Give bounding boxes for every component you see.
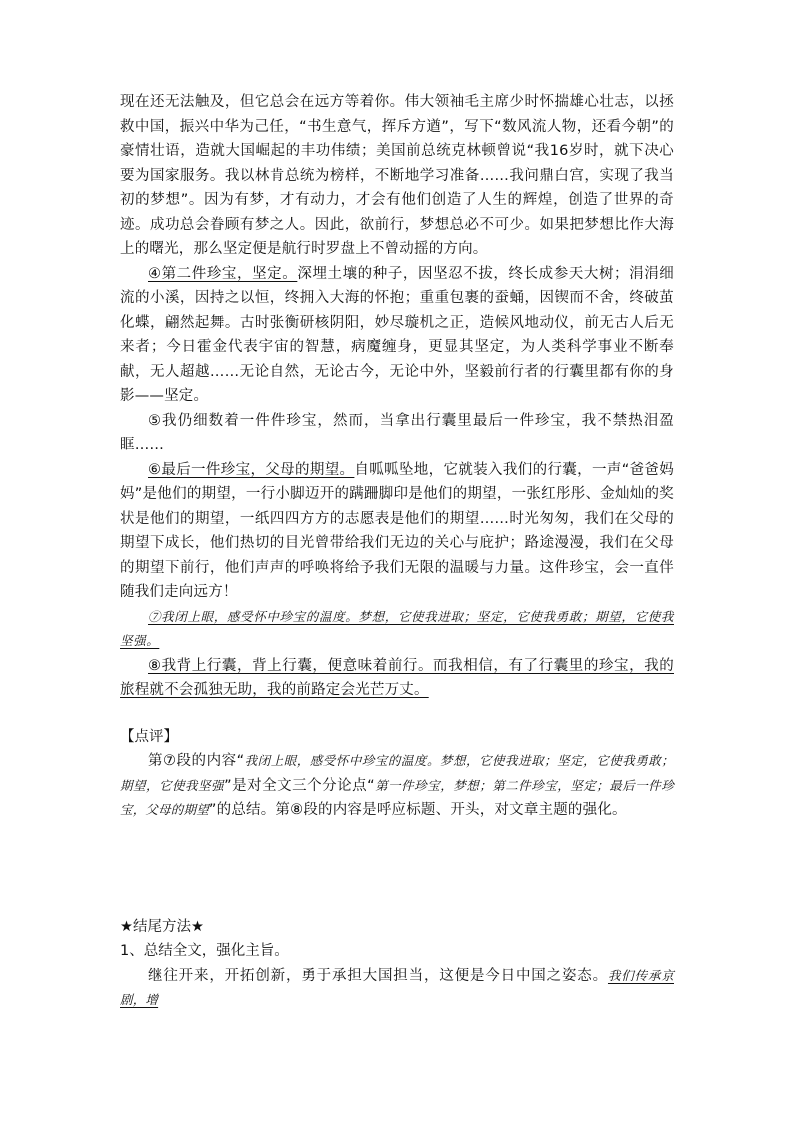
spacer-large (120, 823, 674, 915)
paragraph-7 (120, 605, 674, 654)
comment-text-c: ”的总结。第⑧段的内容是呼应标题、开头，对文章主题的强化。 (208, 802, 627, 818)
paragraph-8 (120, 654, 674, 703)
paragraph-6 (120, 458, 674, 605)
comment-quote-2: 第一件珍宝，梦想；第二件珍宝，坚定；最后一件珍宝，父母的期望 (120, 777, 674, 817)
comment-quote-1: 我闭上眼，感受怀中珍宝的温度。梦想，它使我进取；坚定，它使我勇敢；期望，它使我坚强 (120, 753, 674, 793)
paragraph-5: ⑤我仍细数着一件件珍宝，然而，当拿出行囊里最后一件珍宝，我不禁热泪盈眶…… (120, 412, 674, 453)
method-example-text: 继往开来，开拓创新，勇于承担大国担当，这便是今日中国之姿态。 (148, 967, 608, 984)
paragraph-7-text: ⑦我闭上眼，感受怀中珍宝的温度。梦想，它使我进取；坚定，它使我勇敢；期望，它使我坚强。 (120, 608, 674, 648)
comment-heading: 【点评】 (120, 728, 178, 745)
comment-paragraph (120, 749, 674, 823)
paragraph-6-body: 自呱呱坠地，它就装入我们的行囊，一声“爸爸妈妈”是他们的期望，一行小脚迈开的蹒跚脚印是他们的期望，一张红彤彤、金灿灿的奖状是他们的期望，一纸四四方方的志愿表是他们的期望……时光匆匆，我们在父母的期望下成长，他们热切的目光曾带给我们无边的关心与庇护；路途漫漫，我们在父母的期望下前行，他们声声的呼唤将给予我们无限的温暖与力量。这件珍宝，会一直伴随我们走向远方！ (120, 461, 674, 600)
spacer (120, 703, 674, 725)
paragraph-8-text: ⑧我背上行囊，背上行囊，便意味着前行。而我相信，有了行囊里的珍宝，我的旅程就不会孤独无助，我的前路定会光芒万丈。 (120, 657, 674, 698)
method-example-underlined: 我们传承京剧，增 (120, 967, 674, 1007)
comment-text-b: ”是对全文三个分论点“ (224, 777, 375, 794)
paragraph-4-topic: ④第二件珍宝，坚定。 (148, 265, 298, 282)
method-heading: ★结尾方法★ (120, 918, 204, 935)
paragraph-4 (120, 262, 674, 409)
method-example-paragraph (120, 964, 674, 1013)
paragraph-6-topic: ⑥最后一件珍宝，父母的期望。 (148, 461, 355, 478)
comment-text-a: 第⑦段的内容“ (148, 753, 245, 769)
paragraph-3-continued: 现在还无法触及，但它总会在远方等着你。伟大领袖毛主席少时怀揣雄心壮志，以拯救中国，振兴中华为己任，“书生意气，挥斥方遒”，写下“数风流人物，还看今朝”的豪情壮语，造就大国崛起的丰功伟绩；美国前总统克林顿曾说“我16岁时，就下决心要为国家服务。我以林肯总统为榜样，不断地学习准备……我问鼎白宫，实现了我当初的梦想”。因为有梦，才有动力，才会有他们创造了人生的辉煌，创造了世界的奇迹。成功总会眷顾有梦之人。因此，欲前行，梦想总必不可少。如果把梦想比作大海上的曙光，那么坚定便是航行时罗盘上不曾动摇的方向。 (120, 94, 674, 257)
paragraph-4-body: 深埋土壤的种子，因坚忍不拔，终长成参天大树；涓涓细流的小溪，因持之以恒，终拥入大海的怀抱；重重包裹的蚕蛹，因锲而不舍，终破茧化蝶，翩然起舞。古时张衡研核阴阳，妙尽璇机之正，造候风地动仪，前无古人后无来者；今日霍金代表宇宙的智慧，病魔缠身，更显其坚定，为人类科学事业不断奉献，无人超越……无论自然，无论古今，无论中外，坚毅前行者的行囊里都有你的身影——坚定。 (120, 265, 675, 404)
method-item-1: 1、总结全文，强化主旨。 (120, 943, 289, 959)
